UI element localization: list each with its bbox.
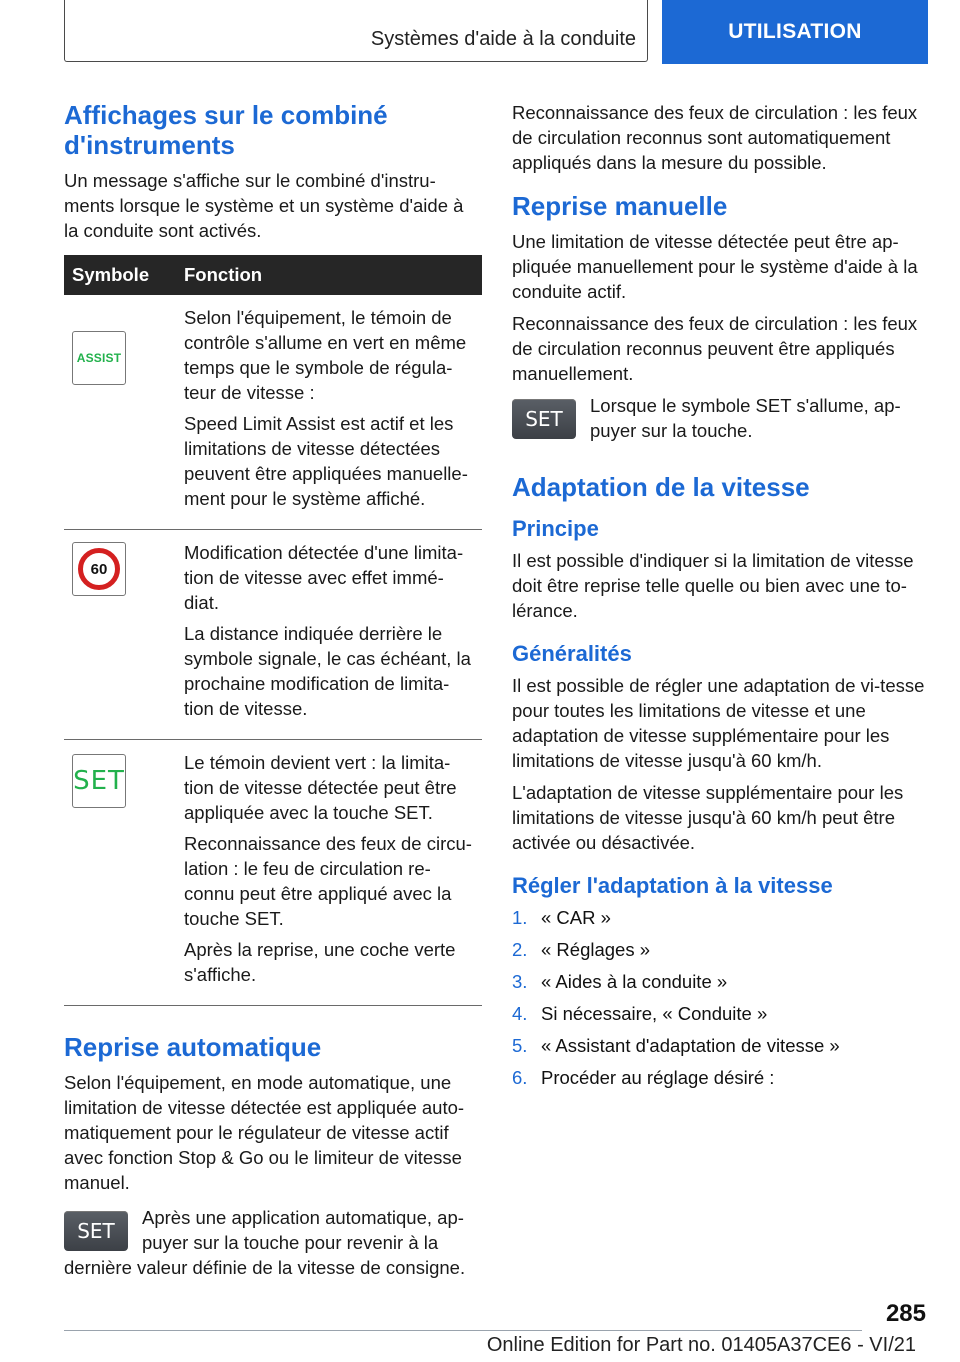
footer-divider [64, 1330, 862, 1331]
heading-instrument-display: Affichages sur le combiné d'instruments [64, 100, 388, 160]
page-number: 285 [885, 1300, 926, 1327]
list-item [512, 937, 928, 962]
col-header-symbol: Symbole [64, 255, 176, 295]
assist-icon-text: ASSIST [76, 351, 122, 365]
heading-general: Généralités [512, 641, 632, 666]
footer-edition: Online Edition for Part no. 01405A37CE6 - VI/21 [486, 1334, 916, 1356]
key-instruction [512, 393, 928, 450]
table-row [64, 295, 482, 530]
heading-speed-adaptation: Adaptation de la vitesse [512, 472, 810, 502]
manual-paragraph: Une limitation de vitesse détectée peut être ap-pliquée manuellement pour le système d'aide à la conduite actif. [512, 231, 918, 302]
set-key: SET [64, 1211, 128, 1251]
set-button-icon [512, 399, 576, 439]
list-item [512, 1033, 928, 1058]
symbol-cell [64, 295, 176, 530]
list-item [512, 905, 928, 930]
table-header-row [64, 255, 482, 295]
step-text: « CAR » [541, 907, 611, 928]
intro-paragraph: Un message s'affiche sur le combiné d'instru-ments lorsque le système et un système d'aide à la conduite sont activés. [64, 170, 464, 241]
header-chapter-tab: UTILISATION [662, 0, 928, 64]
automatic-paragraph: Selon l'équipement, en mode automatique, une limitation de vitesse détectée est appliquée auto-matiquement pour le régulateur de vitesse actif avec fonction Stop & Go ou le limiteur de vitesse manuel. [64, 1072, 465, 1193]
step-text: « Aides à la conduite » [541, 971, 728, 992]
set-key: SET [512, 399, 576, 439]
manual-traffic-paragraph: Reconnaissance des feux de circulation : les feux de circulation reconnus peuvent être appliqués manuellement. [512, 313, 918, 384]
left-column [64, 100, 482, 1287]
steps-list [512, 905, 928, 1090]
heading-principle: Principe [512, 516, 599, 541]
step-number: 5. [512, 1035, 528, 1056]
heading-set-adaptation: Régler l'adaptation à la vitesse [512, 873, 833, 898]
right-column [512, 100, 928, 1097]
table-row [64, 740, 482, 1006]
list-item [512, 1065, 928, 1090]
key-instruction-text: Lorsque le symbole SET s'allume, ap-puyer sur la touche. [590, 395, 901, 441]
speed-limit-sign [78, 548, 120, 590]
function-text: La distance indiquée derrière le symbole signale, le cas échéant, la prochaine modification de limita-tion de vitesse. [184, 623, 471, 719]
function-text: Speed Limit Assist est actif et les limitations de vitesse détectées peuvent être appliquées manuelle-ment pour le système affiché. [184, 413, 468, 509]
general-paragraph: L'adaptation de vitesse supplémentaire pour les limitations de vitesse jusqu'à 60 km/h peut être activée ou désactivée. [512, 782, 904, 853]
speed-limit-60-icon [72, 542, 126, 596]
function-text: Reconnaissance des feux de circu-lation : le feu de circulation re-connu peut être appliqué avec la touche SET. [184, 833, 472, 929]
function-cell [176, 740, 482, 1006]
function-text: Modification détectée d'une limita-tion de vitesse avec effet immé-diat. [184, 542, 464, 613]
set-button-icon [64, 1211, 128, 1251]
set-green-icon-text: SET [73, 766, 125, 796]
function-text: Après la reprise, une coche verte s'affiche. [184, 939, 456, 985]
heading-automatic-takeover: Reprise automatique [64, 1032, 322, 1062]
step-number: 2. [512, 939, 528, 960]
symbol-cell [64, 740, 176, 1006]
key-instruction [64, 1205, 482, 1287]
col-header-function: Fonction [176, 255, 482, 295]
list-item [512, 1001, 928, 1026]
key-instruction-text: Après une application automatique, ap-puyer sur la touche pour revenir à la dernière valeur définie de la vitesse de consigne. [64, 1207, 466, 1278]
step-number: 1. [512, 907, 528, 928]
symbol-table [64, 255, 482, 1006]
table-row [64, 530, 482, 740]
function-text: Le témoin devient vert : la limita-tion de vitesse détectée peut être appliquée avec la touche SET. [184, 752, 457, 823]
step-number: 3. [512, 971, 528, 992]
step-number: 4. [512, 1003, 528, 1024]
symbol-cell [64, 530, 176, 740]
step-text: Procéder au réglage désiré : [541, 1067, 775, 1088]
set-green-icon [72, 754, 126, 808]
principle-paragraph: Il est possible d'indiquer si la limitation de vitesse doit être reprise telle quelle ou bien avec une to-lérance. [512, 550, 914, 621]
traffic-lights-auto-paragraph: Reconnaissance des feux de circulation : les feux de circulation reconnus sont automatiquement appliqués dans la mesure du possible. [512, 102, 918, 173]
heading-manual-takeover: Reprise manuelle [512, 191, 728, 221]
step-text: « Assistant d'adaptation de vitesse » [541, 1035, 840, 1056]
step-text: Si nécessaire, « Conduite » [541, 1003, 768, 1024]
function-cell [176, 530, 482, 740]
step-number: 6. [512, 1067, 528, 1088]
speed-limit-value: 60 [90, 560, 108, 578]
step-text: « Réglages » [541, 939, 651, 960]
general-paragraph: Il est possible de régler une adaptation de vi-tesse pour toutes les limitations de vitesse et une adaptation de vitesse supplémentaire pour les limitations de vitesse jusqu'à 60 km/h. [512, 675, 925, 771]
list-item [512, 969, 928, 994]
function-text: Selon l'équipement, le témoin de contrôle s'allume en vert en même temps que le symbole de régula-teur de vitesse : [184, 307, 467, 403]
page-header [64, 0, 928, 64]
header-section-title: Systèmes d'aide à la conduite [370, 28, 636, 50]
function-cell [176, 295, 482, 530]
assist-icon [72, 331, 126, 385]
